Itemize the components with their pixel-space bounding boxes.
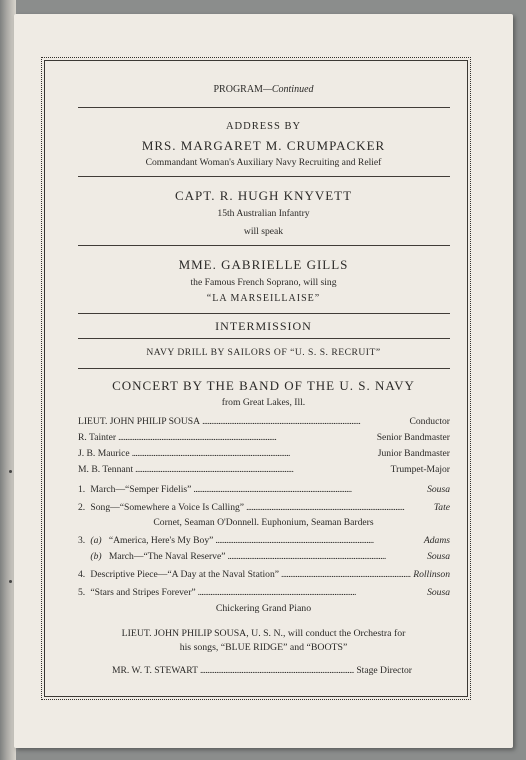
continued-label: —Continued <box>262 84 314 95</box>
concert-origin: from Great Lakes, Ill. <box>221 397 306 408</box>
divider <box>78 245 450 246</box>
song-title: “LA MARSEILLAISE” <box>206 293 321 304</box>
program-item: 2. Song—“Somewhere a Voice Is Calling” . . . Tate <box>78 502 450 513</box>
program-item: 3. (a) “America, Here's My Boy” . . . Adams <box>78 535 450 546</box>
intermission: INTERMISSION <box>215 319 312 333</box>
program-label: PROGRAM <box>213 84 263 95</box>
divider <box>78 338 450 339</box>
address-by: ADDRESS BY <box>225 121 302 132</box>
program-item: (b) March—“The Naval Reserve” . . . Sousa <box>78 551 450 562</box>
singer-description: the Famous French Soprano, will sing <box>190 277 337 288</box>
piano-credit: Chickering Grand Piano <box>215 603 312 614</box>
program-item: 5. “Stars and Stripes Forever” . . . Sousa <box>78 587 450 598</box>
speaker-note: will speak <box>243 226 284 237</box>
navy-drill: NAVY DRILL BY SAILORS OF “U. S. S. RECRUIT” <box>146 347 381 358</box>
speaker-title: Commandant Woman's Auxiliary Navy Recruiting and Relief <box>145 157 382 168</box>
binding-staple <box>9 470 12 473</box>
singer-name: MME. GABRIELLE GILLS <box>178 257 349 272</box>
speaker-name: MRS. MARGARET M. CRUMPACKER <box>141 138 386 153</box>
program-page <box>14 14 513 748</box>
speaker-name: CAPT. R. HUGH KNYVETT <box>174 188 353 203</box>
concert-title: CONCERT BY THE BAND OF THE U. S. NAVY <box>112 378 415 393</box>
soloist-note: Cornet, Seaman O'Donnell. Euphonium, Seaman Barders <box>153 517 374 528</box>
divider <box>78 368 450 369</box>
program-item: 1. March—“Semper Fidelis” . . . Sousa <box>78 484 450 495</box>
binding-staple <box>9 580 12 583</box>
divider <box>78 107 450 108</box>
staff-row: R. Tainter . . . Senior Bandmaster <box>78 432 450 443</box>
closing-line: his songs, “BLUE RIDGE” and “BOOTS” <box>179 642 348 653</box>
divider <box>78 176 450 177</box>
staff-row: J. B. Maurice . . . Junior Bandmaster <box>78 448 450 459</box>
director-row: MR. W. T. STEWART . . . Stage Director <box>112 665 412 676</box>
program-heading <box>14 84 513 95</box>
staff-row: LIEUT. JOHN PHILIP SOUSA . . . Conductor <box>78 416 450 427</box>
speaker-unit: 15th Australian Infantry <box>217 208 310 219</box>
closing-line: LIEUT. JOHN PHILIP SOUSA, U. S. N., will conduct the Orchestra for <box>121 628 406 639</box>
staff-row: M. B. Tennant . . . Trumpet-Major <box>78 464 450 475</box>
program-item: 4. Descriptive Piece—“A Day at the Naval Station” . . . Rollinson <box>78 569 450 580</box>
divider <box>78 313 450 314</box>
